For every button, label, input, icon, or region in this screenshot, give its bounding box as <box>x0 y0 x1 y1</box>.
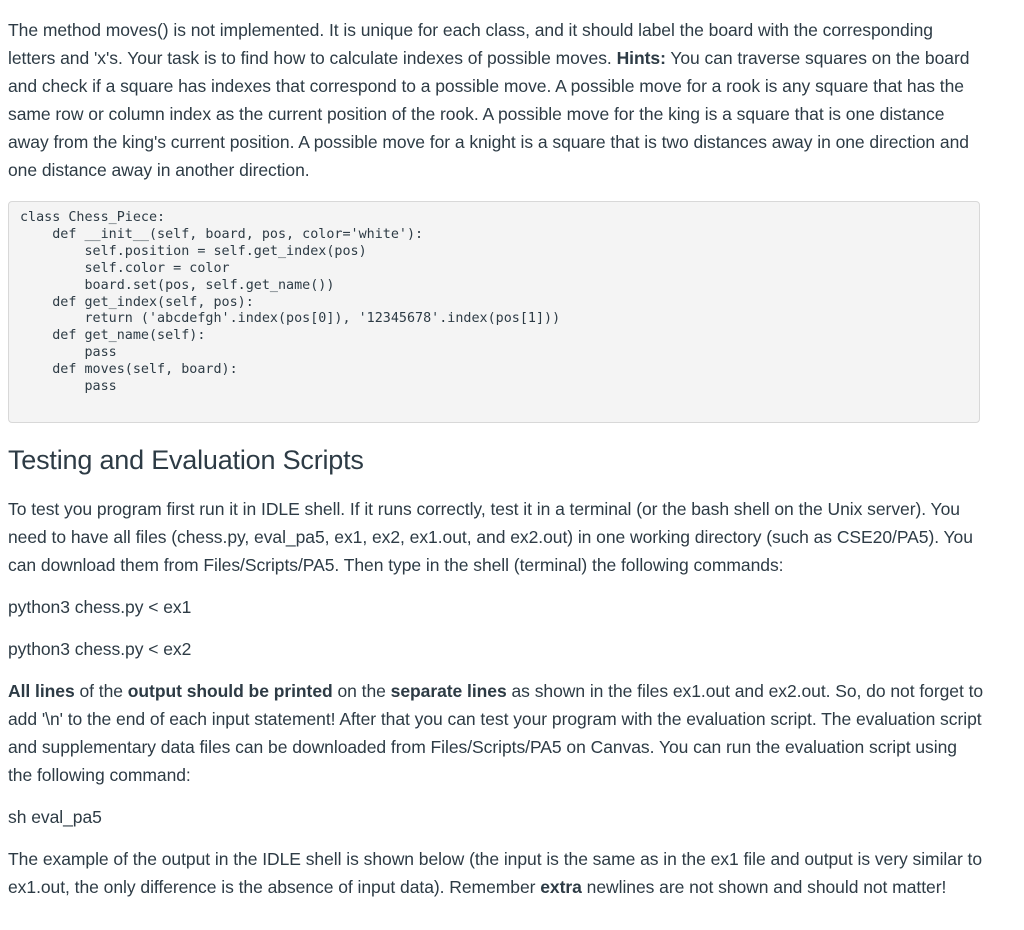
bold-all-lines: All lines <box>8 681 75 701</box>
bold-output-printed: output should be printed <box>127 681 333 701</box>
example-paragraph <box>8 845 984 901</box>
command-ex2: python3 chess.py < ex2 <box>8 639 192 659</box>
intro-text-2: You can traverse squares on the board and check if a square has indexes that correspond to a possible move. A possible move for a rook is any square that has the same row or column index as the current position of the rook. A possible move for the king is a square that is one distance away from the king's current position. A possible move for a knight is a square that is two distances away in one direction and one distance away in another direction. <box>8 48 970 180</box>
code-line: pass <box>20 345 117 361</box>
section-heading: Testing and Evaluation Scripts <box>8 445 364 475</box>
code-text <box>20 210 968 396</box>
code-line: self.position = self.get_index(pos) <box>20 243 367 259</box>
command-eval: sh eval_pa5 <box>8 807 102 827</box>
code-line: def get_index(self, pos): <box>20 294 254 310</box>
output-lines-paragraph <box>8 677 984 789</box>
lines-text-1: of the <box>74 681 128 701</box>
intro-paragraph <box>8 16 984 184</box>
code-block <box>8 201 980 423</box>
code-line: pass <box>20 379 117 395</box>
code-line: def moves(self, board): <box>20 362 238 378</box>
bold-separate-lines: separate lines <box>390 681 507 701</box>
code-line: def get_name(self): <box>20 328 206 344</box>
lines-text-2: on the <box>332 681 391 701</box>
code-line: return ('abcdefgh'.index(pos[0]), '12345678'.index(pos[1])) <box>20 311 561 327</box>
example-text-2: newlines are not shown and should not matter! <box>581 877 947 897</box>
command-ex1: python3 chess.py < ex1 <box>8 597 192 617</box>
code-line: board.set(pos, self.get_name()) <box>20 277 335 293</box>
code-line: def __init__(self, board, pos, color='white'): <box>20 226 424 242</box>
test-instructions-paragraph: To test you program first run it in IDLE shell. If it runs correctly, test it in a terminal (or the bash shell on the Unix server). You need to have all files (chess.py, eval_pa5, ex1, ex2, ex1.out, and ex2.out) in one working directory (such as CSE20/PA5). You can download them from Files/Scripts/PA5. Then type in the shell (terminal) the following commands: <box>8 499 973 575</box>
bold-extra: extra <box>540 877 582 897</box>
hints-label: Hints: <box>616 48 666 68</box>
intro-text-1: The method moves() is not implemented. It is unique for each class, and it should label the board with the corresponding letters and 'x's. Your task is to find how to calculate indexes of possible moves. <box>8 20 933 68</box>
lines-text-3: as shown in the files ex1.out and ex2.out. So, do not forget to add '\n' to the end of each input statement! After that you can test your program with the evaluation script. The evaluation script and supplementary data files can be downloaded from Files/Scripts/PA5 on Canvas. You can run the evaluation script using the following command: <box>8 681 984 785</box>
code-line: class Chess_Piece: <box>20 210 166 225</box>
example-text-1: The example of the output in the IDLE shell is shown below (the input is the same as in the ex1 file and output is very similar to ex1.out, the only difference is the absence of input data). Remember <box>8 849 983 897</box>
code-line: self.color = color <box>20 260 230 276</box>
